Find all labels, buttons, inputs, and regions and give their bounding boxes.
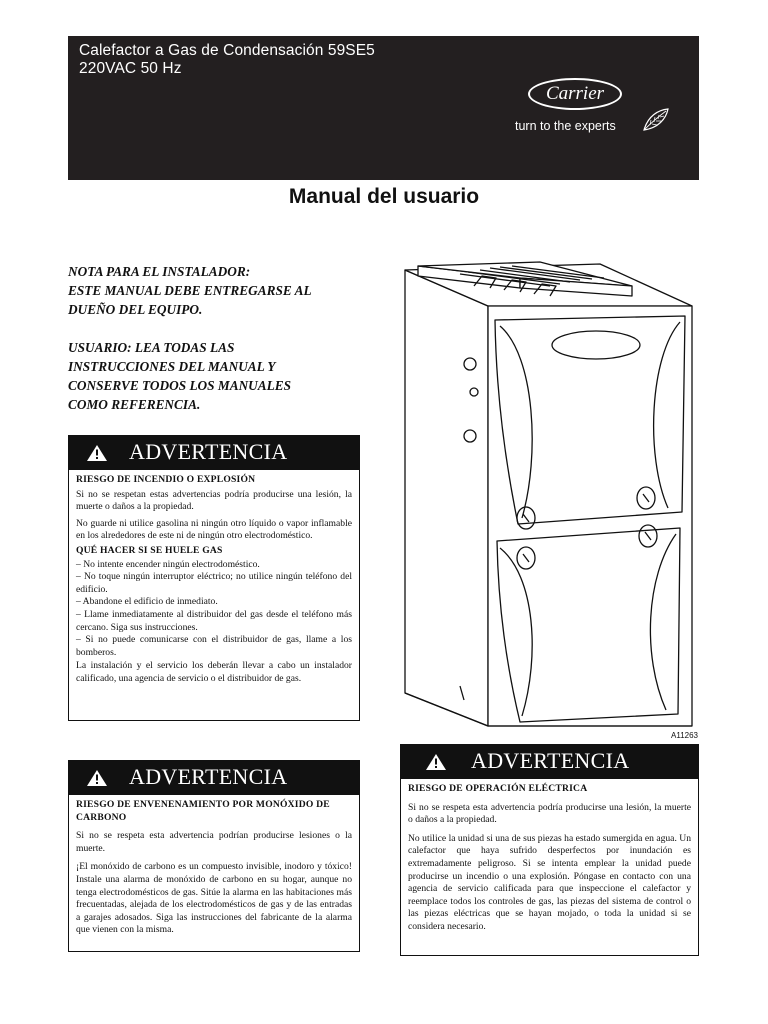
- list-item: – No toque ningún interruptor eléctrico; no utilice ningún teléfono del edificio.: [76, 571, 352, 595]
- note-line: ESTE MANUAL DEBE ENTREGARSE AL: [68, 283, 312, 298]
- warning-header: [69, 436, 359, 470]
- warning-paragraph: Si no se respetan estas advertencias podría producirse una lesión, la muerte o daños a la propiedad.: [76, 488, 352, 513]
- warning-paragraph: La instalación y el servicio los deberán llevar a cabo un instalador calificado, una agencia de servicio o el distribuidor de gas.: [76, 660, 352, 684]
- furnace-illustration: [400, 256, 700, 728]
- leaf-icon: [642, 106, 670, 134]
- product-voltage: 220VAC 50 Hz: [79, 60, 182, 77]
- warning-header: [401, 745, 698, 779]
- product-title: Calefactor a Gas de Condensación 59SE5: [79, 42, 375, 59]
- electrical-warning: [400, 744, 699, 956]
- logo-tagline: turn to the experts: [515, 119, 616, 133]
- list-item: – Llame inmediatamente al distribuidor del gas desde el teléfono más cercano. Siga sus instrucciones.: [76, 608, 352, 633]
- warning-paragraph: No guarde ni utilice gasolina ni ningún otro líquido o vapor inflamable en los alrededores de este ni de ningún otro electrodoméstico.: [76, 517, 352, 542]
- warning-subtitle: RIESGO DE INCENDIO O EXPLOSIÓN: [76, 474, 256, 485]
- warning-paragraph: ¡El monóxido de carbono es un compuesto invisible, inodoro y tóxico! Instale una alarma de monóxido de carbono en su hogar, aunque no tenga electrodomésticos de gas. Sitúe la alarma en las habitaciones más frecuentadas, alejada de los electrodomésticos de gas y de las entradas a garajes adosados. Siga las instrucciones del fabricante de la alarma que vienen con la misma.: [76, 861, 352, 936]
- warning-triangle-icon: [87, 770, 107, 786]
- warning-paragraph: No utilice la unidad si una de sus piezas ha estado sumergida en agua. Un calefactor que haya sufrido desperfectos por inundación es extremadamente peligroso. Si se intenta emplear la unidad puede producirse un incendio o una explosión. Póngase en contacto con una agencia de servicio calificada para que inspeccione el calefactor y reemplace todos los controles de gas, las piezas del sistema de control o las piezas eléctricas que se hayan mojado, o toda la unidad si se considera necesario.: [408, 832, 691, 932]
- list-item: – No intente encender ningún electrodoméstico.: [76, 558, 260, 570]
- page-title: Manual del usuario: [288, 185, 480, 208]
- fire-explosion-warning: [68, 435, 360, 721]
- note-line: USUARIO: LEA TODAS LAS: [68, 340, 235, 355]
- warning-triangle-icon: [87, 445, 107, 461]
- list-item: – Si no puede comunicarse con el distribuidor de gas, llame a los bomberos.: [76, 634, 352, 658]
- note-line: DUEÑO DEL EQUIPO.: [68, 302, 203, 317]
- warning-paragraph: Si no se respeta esta advertencia podrían producirse lesiones o la muerte.: [76, 830, 352, 854]
- warning-subtitle: RIESGO DE ENVENENAMIENTO POR MONÓXIDO DE CARBONO: [76, 799, 330, 823]
- list-item: – Abandone el edificio de inmediato.: [76, 596, 218, 608]
- warning-title: ADVERTENCIA: [471, 748, 630, 773]
- logo-wordmark: Carrier: [545, 83, 605, 104]
- warning-subtitle: QUÉ HACER SI SE HUELE GAS: [76, 544, 223, 556]
- note-line: NOTA PARA EL INSTALADOR:: [68, 264, 251, 279]
- warning-title: ADVERTENCIA: [129, 764, 288, 789]
- header-banner: [68, 36, 699, 180]
- warning-header: [69, 761, 359, 795]
- warning-paragraph: Si no se respeta esta advertencia podría producirse una lesión, la muerte o daños a la propiedad.: [408, 801, 691, 826]
- carrier-logo: [528, 78, 622, 110]
- note-line: CONSERVE TODOS LOS MANUALES: [68, 378, 292, 393]
- warning-triangle-icon: [426, 754, 446, 770]
- note-line: INSTRUCCIONES DEL MANUAL Y: [68, 359, 276, 374]
- figure-code: A11263: [671, 731, 698, 740]
- gas-smell-list: [76, 559, 352, 660]
- user-note: [68, 338, 368, 414]
- warning-subtitle: RIESGO DE OPERACIÓN ELÉCTRICA: [408, 783, 588, 794]
- warning-title: ADVERTENCIA: [129, 439, 288, 464]
- installer-note: [68, 262, 368, 319]
- carbon-monoxide-warning: [68, 760, 360, 952]
- note-line: COMO REFERENCIA.: [68, 397, 201, 412]
